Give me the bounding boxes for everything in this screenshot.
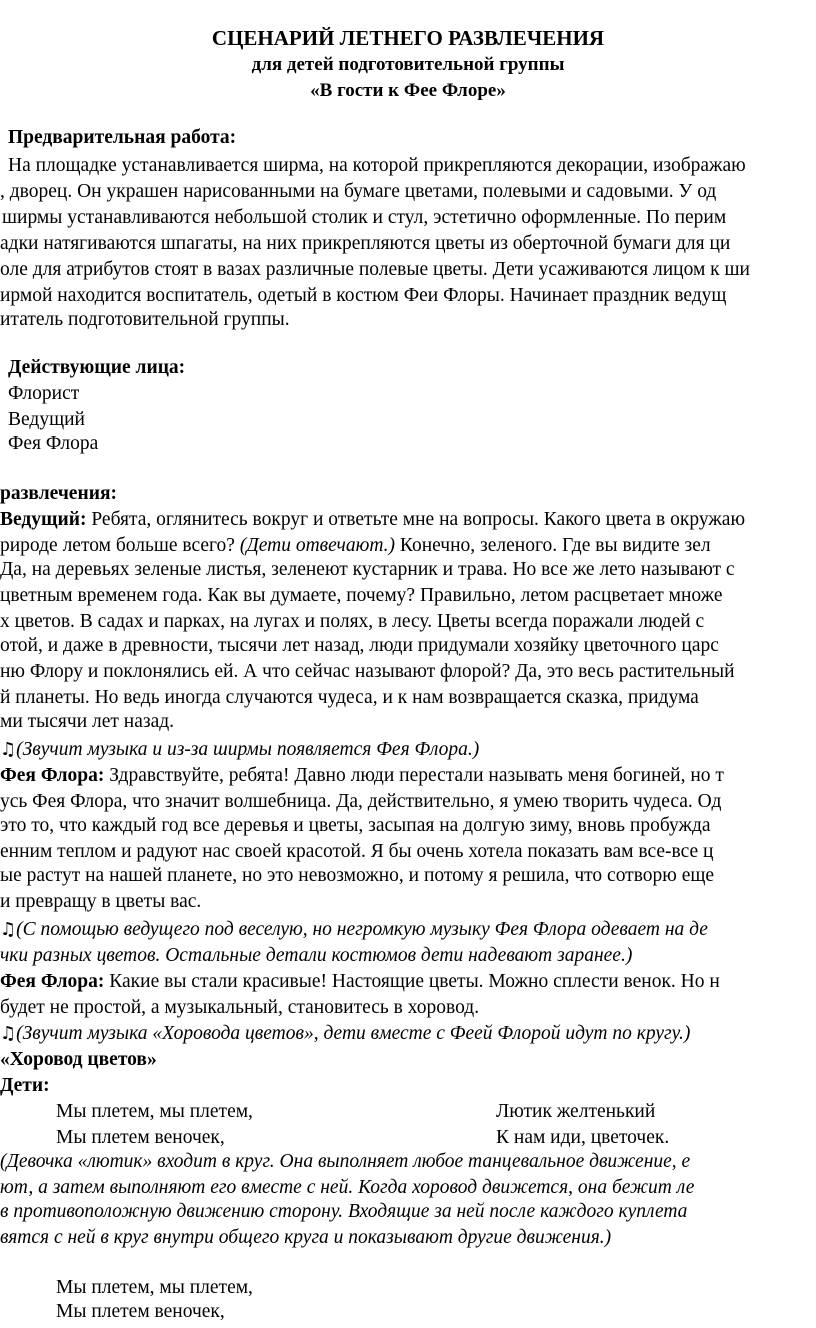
host-speech-line: отой, и даже в древности, тысячи лет назад, люди придумали хозяйку цветочного царс — [0, 635, 719, 656]
stage-direction: (Дети отвечают.) — [239, 535, 396, 556]
host-speech-line: Да, на деревьях зеленые листья, зеленеют кустарник и трава. Но все же лето называют с — [0, 559, 735, 580]
verse-line: Мы плетем веночек, — [56, 1127, 225, 1148]
cast-item: Фея Флора — [8, 433, 99, 454]
prep-line: , дворец. Он украшен нарисованными на бумаге цветами, полевыми и садовыми. У од — [0, 181, 717, 202]
stage-direction: вятся с ней в круг внутри общего круга и показывают другие движения.) — [0, 1227, 612, 1248]
speaker-label: Фея Флора: — [0, 971, 105, 992]
music-note-icon: ♫ — [0, 1023, 17, 1044]
event-name: «В гости к Фее Флоре» — [310, 80, 506, 101]
fairy-speech-line: енним теплом и радуют нас своей красотой. Я бы очень хотела показать вам все-все ц — [0, 841, 714, 862]
fairy-speech-line: Фея Флора: Здравствуйте, ребята! Давно люди перестали называть меня богиней, но т — [0, 765, 724, 786]
verse-line: К нам иди, цветочек. — [496, 1127, 670, 1148]
prep-line: оле для атрибутов стоят в вазах различные полевые цветы. Дети усаживаются лицом к ши — [0, 259, 750, 280]
speaker-label: Ведущий: — [0, 509, 87, 530]
document-title: СЦЕНАРИЙ ЛЕТНЕГО РАЗВЛЕЧЕНИЯ — [211, 26, 605, 50]
prep-line: На площадке устанавливается ширма, на которой прикрепляются декорации, изображаю — [8, 155, 746, 176]
host-speech-line: цветным временем года. Как вы думаете, почему? Правильно, летом расцветает множе — [0, 585, 723, 606]
prep-heading: Предварительная работа: — [8, 127, 237, 148]
prep-line: адки натягиваются шпагаты, на них прикрепляются цветы из оберточной бумаги для ци — [0, 233, 731, 254]
stage-direction: в противоположную движению сторону. Входящие за ней после каждого куплета — [0, 1201, 688, 1222]
music-note-icon: ♫ — [0, 919, 17, 940]
verse-line: Мы плетем, мы плетем, — [56, 1277, 253, 1298]
document-subtitle: для детей подготовительной группы — [251, 54, 565, 75]
fairy-speech-line: будет не простой, а музыкальный, становитесь в хоровод. — [0, 997, 480, 1018]
host-speech-line: Ведущий: Ребята, оглянитесь вокруг и ответьте мне на вопросы. Какого цвета в окружаю — [0, 509, 746, 530]
host-speech-line: й планеты. Но ведь иногда случаются чудеса, и к нам возвращается сказка, придума — [0, 687, 699, 708]
speaker-label: Фея Флора: — [0, 765, 105, 786]
fairy-speech-line: усь Фея Флора, что значит волшебница. Да, действительно, я умею творить чудеса. Од — [0, 791, 722, 812]
music-note-icon: ♫ — [0, 739, 17, 760]
cast-heading: Действующие лица: — [8, 357, 186, 378]
fairy-speech-line: это то, что каждый год все деревья и цветы, засыпая на долгую зиму, вновь пробужда — [0, 815, 711, 836]
stage-direction: ♫(Звучит музыка и из-за ширмы появляется Фея Флора.) — [0, 739, 480, 760]
kids-label: Дети: — [0, 1075, 50, 1096]
host-speech-line: х цветов. В садах и парках, на лугах и полях, в лесу. Цветы всегда поражали людей с — [0, 611, 705, 632]
verse-line: Лютик желтенький — [496, 1101, 656, 1122]
stage-direction: чки разных цветов. Остальные детали костюмов дети надевают заранее.) — [0, 945, 633, 966]
cast-item: Флорист — [8, 383, 80, 404]
verse-line: Мы плетем веночек, — [56, 1301, 225, 1322]
verse-line: Мы плетем, мы плетем, — [56, 1101, 253, 1122]
entertainment-heading: развлечения: — [0, 483, 117, 504]
stage-direction: ют, а затем выполняют его вместе с ней. Когда хоровод движется, она бежит ле — [0, 1177, 695, 1198]
prep-line: итатель подготовительной группы. — [0, 309, 290, 330]
prep-line: ирмой находится воспитатель, одетый в костюм Феи Флоры. Начинает праздник ведущ — [0, 285, 727, 306]
fairy-speech-line: ые растут на нашей планете, но это невозможно, и потому я решила, что сотворю еще — [0, 865, 715, 886]
cast-item: Ведущий — [8, 409, 85, 430]
host-speech-line: ми тысячи лет назад. — [0, 711, 175, 732]
fairy-speech-line: и превращу в цветы вас. — [0, 891, 202, 912]
host-speech-line: рироде летом больше всего? (Дети отвечают.) Конечно, зеленого. Где вы видите зел — [0, 535, 711, 556]
fairy-speech-line: Фея Флора: Какие вы стали красивые! Настоящие цветы. Можно сплести венок. Но н — [0, 971, 720, 992]
dance-title: «Хоровод цветов» — [0, 1049, 157, 1070]
stage-direction: ♫(Звучит музыка «Хоровода цветов», дети вместе с Феей Флорой идут по кругу.) — [0, 1023, 691, 1044]
stage-direction: (Девочка «лютик» входит в круг. Она выполняет любое танцевальное движение, е — [0, 1151, 691, 1172]
prep-line: ширмы устанавливаются небольшой столик и стул, эстетично оформленные. По перим — [2, 207, 727, 228]
host-speech-line: ню Флору и поклонялись ей. А что сейчас называют флорой? Да, это весь растительный — [0, 661, 735, 682]
stage-direction: ♫(С помощью ведущего под веселую, но негромкую музыку Фея Флора одевает на де — [0, 919, 708, 940]
